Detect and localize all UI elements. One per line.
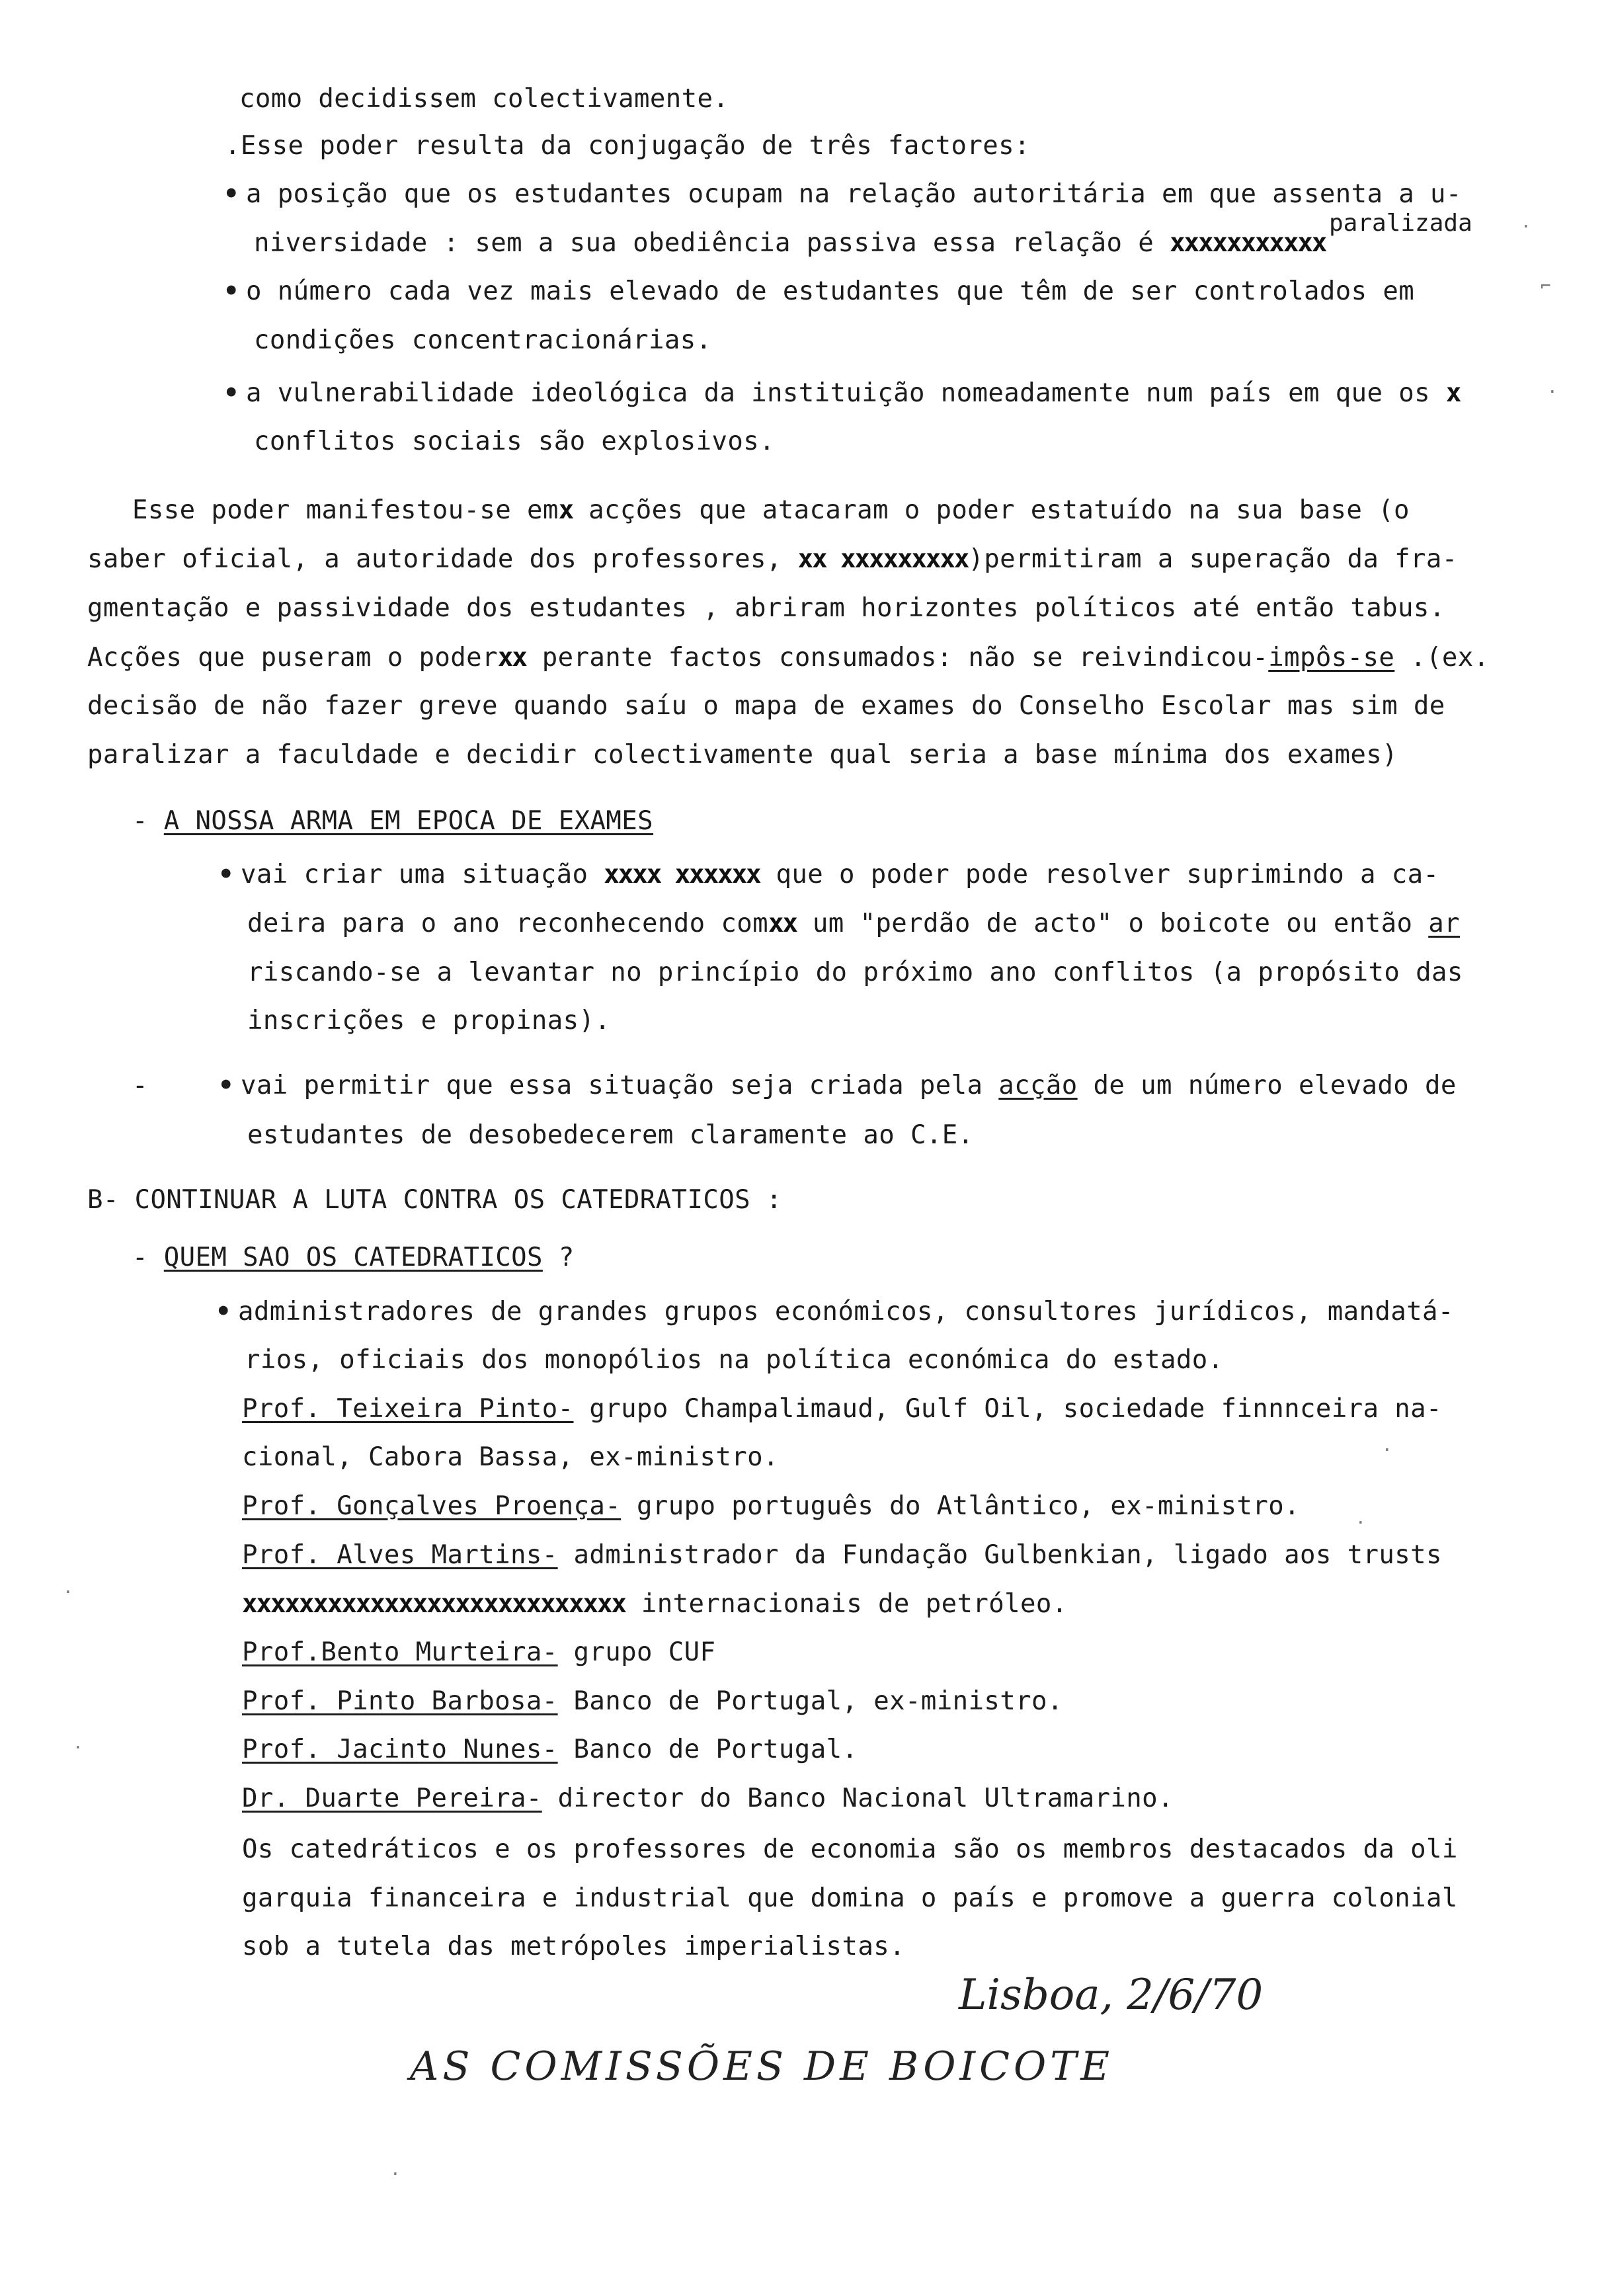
struck-text: x [1445, 378, 1461, 408]
scan-speck: · [63, 1582, 73, 1602]
text-span: de um número elevado de [1077, 1071, 1457, 1100]
text-line: a vulnerabilidade ideológica da instituição nomeadamente num país em que os [246, 378, 1430, 408]
text-line: paralizar a faculdade e decidir colectivamente qual seria a base mínima dos exames) [87, 740, 1398, 770]
text-span: administradores de grandes grupos económicos, consultores jurídicos, mandatá- [238, 1297, 1454, 1327]
person-name: Prof. Alves Martins- [242, 1540, 558, 1570]
underlined-heading: QUEM SAO OS CATEDRATICOS [163, 1243, 543, 1272]
text-line: conflitos sociais são explosivos. [254, 427, 776, 456]
bullet-item [216, 1299, 1454, 1325]
text-span: director do Banco Nacional Ultramarino. [542, 1784, 1174, 1813]
text-line: sob a tutela das metrópoles imperialistas. [242, 1932, 905, 1961]
text-span: administrador da Fundação Gulbenkian, ligado aos trusts [557, 1540, 1442, 1570]
text-span: saber oficial, a autoridade dos professores, [87, 544, 798, 574]
text-line [247, 911, 1460, 936]
bullet-marker: • [223, 378, 239, 408]
scan-speck: · [390, 2164, 401, 2184]
text-line: .Esse poder resulta da conjugação de três factores: [225, 131, 1030, 161]
handwritten-signature: AS COMISSÕES DE BOICOTE [410, 2043, 1114, 2090]
scan-speck: ⌐ [1541, 276, 1551, 296]
list-item [242, 1493, 1300, 1519]
text-span: internacionais de petróleo. [625, 1589, 1068, 1619]
text-line: gmentação e passividade dos estudantes , abriram horizontes políticos até então tabus. [87, 593, 1445, 623]
text-line: a posição que os estudantes ocupam na relação autoritária em que assenta a u- [246, 179, 1462, 209]
text-line: riscando-se a levantar no princípio do próximo ano conflitos (a propósito das [247, 958, 1463, 987]
list-item [242, 1542, 1442, 1568]
list-item [242, 1737, 858, 1762]
text-span: grupo português do Atlântico, ex-ministro. [621, 1491, 1300, 1521]
bullet-marker: • [223, 179, 239, 209]
text-line [132, 497, 1410, 523]
text-line: inscrições e propinas). [247, 1006, 611, 1036]
person-name: Prof. Gonçalves Proença- [242, 1491, 622, 1521]
text-line [87, 546, 1458, 572]
struck-text: xxxxxxxxxxx [1170, 228, 1326, 258]
list-item [242, 1396, 1442, 1422]
struck-text: xx xxxxxxxxx [797, 544, 969, 574]
text-span: Esse poder manifestou-se em [132, 495, 559, 525]
person-name: Prof.Bento Murteira- [242, 1637, 558, 1667]
text-line: condições concentracionárias. [254, 325, 712, 355]
handwritten-date: Lisboa, 2/6/70 [959, 1971, 1264, 2020]
text-span: deira para o ano reconhecendo com [247, 909, 769, 938]
text-span: vai permitir que essa situação seja criada pela [241, 1071, 999, 1100]
struck-text: x [558, 495, 573, 525]
text-line [254, 230, 1326, 256]
text-span: acções que atacaram o poder estatuído na sua base (o [573, 495, 1410, 525]
underlined-heading: A NOSSA ARMA EM EPOCA DE EXAMES [163, 806, 654, 836]
text-span: perante factos consumados: não se reivindicou- [526, 643, 1269, 673]
text-line: rios, oficiais dos monopólios na política económica do estado. [245, 1345, 1224, 1375]
text-line: Os catedráticos e os professores de economia são os membros destacados da oli [242, 1834, 1458, 1864]
text-line [87, 645, 1490, 671]
text-line: o número cada vez mais elevado de estudantes que têm de ser controlados em [246, 276, 1415, 306]
text-span: vai criar uma situação [241, 860, 588, 889]
person-name: Dr. Duarte Pereira- [242, 1784, 542, 1813]
bullet-item [218, 1073, 1457, 1098]
text-line: estudantes de desobedecerem claramente ao C.E. [247, 1120, 974, 1150]
bullet-item [223, 278, 1414, 304]
text-span: grupo CUF [557, 1637, 716, 1667]
text-span: Banco de Portugal. [557, 1735, 858, 1764]
text-span: ? [542, 1243, 575, 1272]
bullet-item [218, 862, 1439, 887]
text-line: garquia financeira e industrial que domina o país e promove a guerra colonial [242, 1883, 1458, 1913]
text-span: Acções que puseram o poder [87, 643, 498, 673]
struck-text: xxxx xxxxxx [604, 860, 760, 889]
underlined-text: acção [998, 1071, 1078, 1100]
bullet-marker: • [223, 276, 239, 306]
dash: - [132, 1243, 148, 1272]
text-span: )permitiram a superação da fra- [968, 544, 1458, 574]
section-heading [132, 808, 653, 834]
section-heading [132, 1245, 575, 1270]
list-item [242, 1785, 1174, 1811]
text-line: cional, Cabora Bassa, ex-ministro. [242, 1442, 779, 1472]
dash: - [132, 1071, 148, 1100]
person-name: Prof. Pinto Barbosa- [242, 1686, 558, 1716]
scan-speck: · [1382, 1440, 1392, 1460]
bullet-marker: • [218, 1071, 234, 1100]
scan-speck: · [1355, 1513, 1366, 1533]
text-line: decisão de não fazer greve quando saíu o mapa de exames do Conselho Escolar mas sim de [87, 691, 1445, 721]
text-span: Banco de Portugal, ex-ministro. [557, 1686, 1063, 1716]
list-item [242, 1688, 1063, 1714]
scan-speck: · [73, 1738, 83, 1758]
bullet-marker: • [216, 1297, 231, 1327]
list-item [242, 1639, 715, 1665]
bullet-item [223, 181, 1462, 207]
struck-text: xx [768, 909, 797, 938]
person-name: Prof. Jacinto Nunes- [242, 1735, 558, 1764]
text-span: .(ex. [1394, 643, 1490, 673]
scan-speck: · [1547, 382, 1558, 402]
text-span: grupo Champalimaud, Gulf Oil, sociedade finnnceira na- [573, 1394, 1442, 1424]
text-line: como decidissem colectivamente. [239, 84, 729, 114]
text-line [242, 1591, 1068, 1617]
text-span: um "perdão de acto" o boicote ou então [797, 909, 1429, 938]
dash: - [132, 806, 148, 836]
underlined-text: impôs-se [1268, 643, 1395, 673]
section-heading: B- CONTINUAR A LUTA CONTRA OS CATEDRATICOS : [87, 1185, 782, 1215]
bullet-item [223, 380, 1460, 406]
person-name: Prof. Teixeira Pinto- [242, 1394, 574, 1424]
handwritten-correction: paralizada [1329, 210, 1472, 237]
bullet-marker: • [218, 860, 234, 889]
scan-speck: · [1521, 217, 1531, 237]
text-span: que o poder pode resolver suprimindo a ca- [776, 860, 1439, 889]
underlined-text: ar [1428, 909, 1460, 938]
struck-text: xxxxxxxxxxxxxxxxxxxxxxxxxxx [242, 1589, 625, 1619]
struck-text: xx [497, 643, 526, 673]
text-span: niversidade : sem a sua obediência passiva essa relação é [254, 228, 1154, 258]
